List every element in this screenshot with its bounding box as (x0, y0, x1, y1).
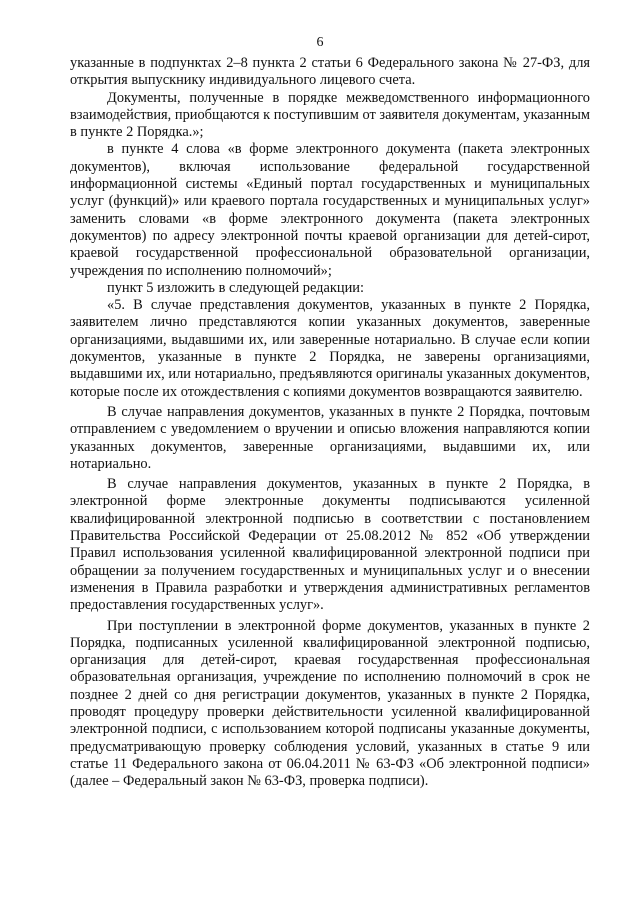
paragraph-point-4-amendment: в пункте 4 слова «в форме электронного документа (пакета электронных документов), включая использование федеральной государственной информационной системы «Единый портал государственных и муниципальных услуг (функций)» или краевого портала государственных и муниципальных услуг» заменить словами «в форме электронного документа (пакета электронных документов) по адресу электронной почты краевой организации для детей-сирот, краевой государственной профессиональной образовательной организации, учреждения по исполнению полномочий»; (70, 141, 590, 279)
paragraph-signature-verification: При поступлении в электронной форме документов, указанных в пункте 2 Порядка, подписанных усиленной квалифицированной электронной подписью, организация для детей-сирот, краевая государственная профессиональная образовательная организация, учреждение по исполнению полномочий в срок не позднее 2 дней со дня регистрации документов, указанных в пункте 2 Порядка, проводят процедуру проверки действительности усиленной квалифицированной электронной подписи, с использованием которой подписаны указанные документы, предусматривающую проверку соблюдения условий, указанных в статье 9 или статье 11 Федерального закона от 06.04.2011 № 63-ФЗ «Об электронной подписи» (далее – Федеральный закон № 63-ФЗ, проверка подписи). (70, 617, 590, 790)
paragraph-interagency-documents: Документы, полученные в порядке межведомственного информационного взаимодействия, приобщаются к поступившим от заявителя документам, указанным в пункте 2 Порядка.»; (70, 89, 590, 141)
document-body (70, 55, 590, 790)
paragraph-point-5-intro: пункт 5 изложить в следующей редакции: (107, 279, 364, 296)
paragraph-postal-submission: В случае направления документов, указанных в пункте 2 Порядка, почтовым отправлением с уведомлением о вручении и описью вложения направляются копии указанных документов, заверенные организациями, выдавшими их, или нотариально. (70, 403, 590, 472)
paragraph-point-5-personal-submission: «5. В случае представления документов, указанных в пункте 2 Порядка, заявителем лично представляются копии указанных документов, заверенные организациями, выдавшими их, или заверенные нотариально. В случае если копии документов, указанные в пункте 2 Порядка, не заверены организациями, выдавшими их, или нотариально, предъявляются оригиналы указанных документов, которые после их отождествления с копиями документов возвращаются заявителю. (70, 297, 590, 400)
paragraph-electronic-submission: В случае направления документов, указанных в пункте 2 Порядка, в электронной форме электронные документы подписываются усиленной квалифицированной электронной подписью в соответствии с постановлением Правительства Российской Федерации от 25.08.2012 № 852 «Об утверждении Правил использования усиленной квалифицированной электронной подписи при обращении за получением государственных и муниципальных услуг и о внесении изменения в Правила разработки и утверждения административных регламентов предоставления государственных услуг». (70, 476, 590, 614)
paragraph-continuation: указанные в подпунктах 2–8 пункта 2 статьи 6 Федерального закона № 27-ФЗ, для открытия выпускнику индивидуального лицевого счета. (70, 55, 590, 89)
page-number: 6 (316, 35, 324, 50)
